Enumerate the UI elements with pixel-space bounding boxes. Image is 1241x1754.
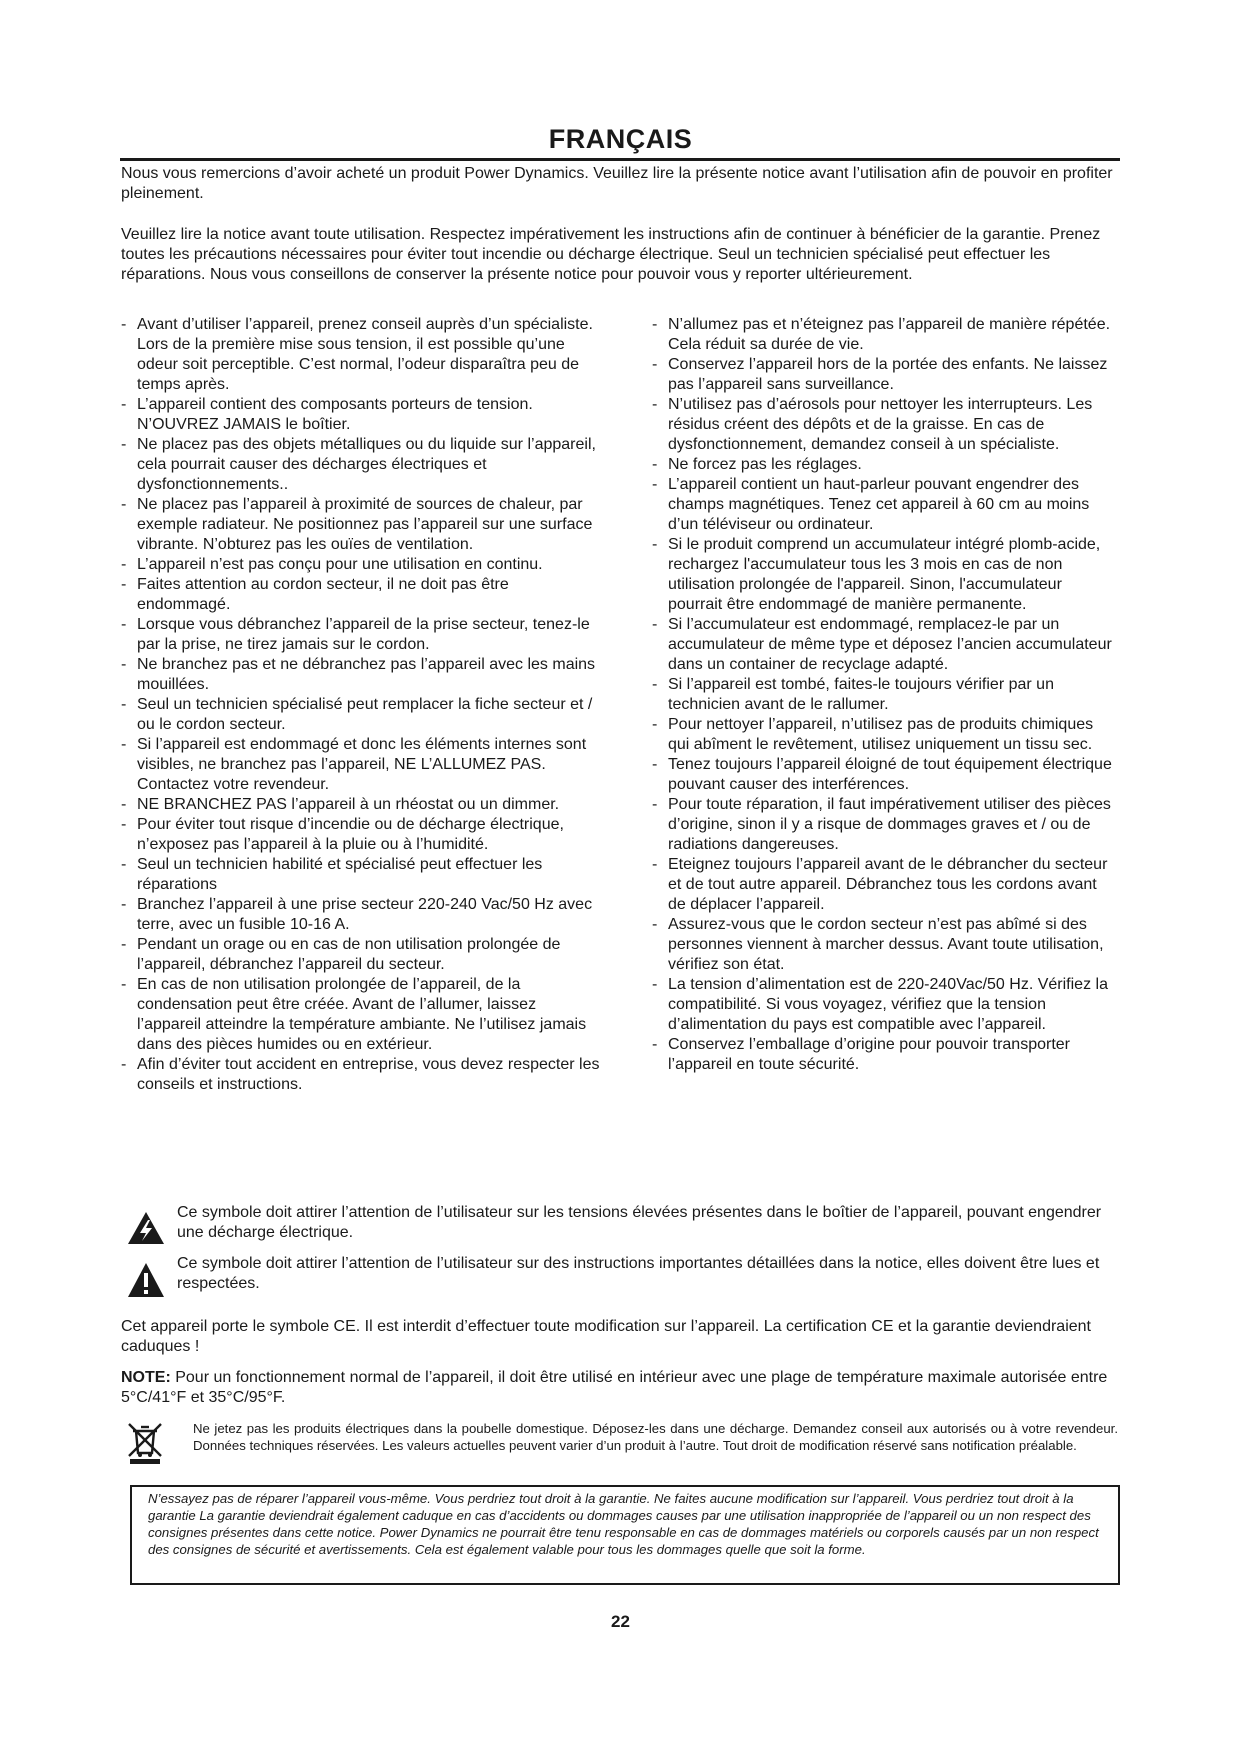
list-item: - L’appareil contient un haut-parleur pouvant engendrer des champs magnétiques. Tenez cet appareil à 60 cm au moins d’un téléviseur ou ordinateur.	[652, 475, 1117, 535]
page-title: FRANÇAIS	[548, 124, 693, 154]
list-item: - La tension d’alimentation est de 220-240Vac/50 Hz. Vérifiez la compatibilité. Si vous voyagez, vérifiez que la tension d’alimentation du pays est compatible avec l’appareil.	[652, 975, 1117, 1035]
voltage-warning-text: Ce symbole doit attirer l’attention de l’utilisateur sur les tensions élevées présentes dans le boîtier de l’appareil, pouvant engendrer une décharge électrique.	[177, 1204, 1102, 1241]
list-item: - Ne forcez pas les réglages.	[652, 455, 1117, 475]
list-item: - NE BRANCHEZ PAS l’appareil à un rhéostat ou un dimmer.	[121, 795, 601, 815]
weee-text: Ne jetez pas les produits électriques dans la poubelle domestique. Déposez-les dans une décharge. Demandez conseil aux autorisés ou à votre revendeur. Données techniques réservées. Les valeurs actuelles peuvent varier d’un produit à l’autre. Tout droit de modification réservé sans notification préalable.	[193, 1421, 1118, 1453]
list-item: - Seul un technicien spécialisé peut remplacer la fiche secteur et / ou le cordon secteur.	[121, 695, 601, 735]
exclamation-warning-triangle-icon	[127, 1262, 165, 1304]
note-body: Pour un fonctionnement normal de l’appareil, il doit être utilisé en intérieur avec une plage de température maximale autorisée entre 5°C/41°F et 35°C/95°F.	[121, 1369, 1108, 1406]
list-item: - L’appareil contient des composants porteurs de tension. N’OUVREZ JAMAIS le boîtier.	[121, 395, 601, 435]
list-item: - Lorsque vous débranchez l’appareil de la prise secteur, tenez-le par la prise, ne tirez jamais sur le cordon.	[121, 615, 601, 655]
list-item: - Pour éviter tout risque d’incendie ou de décharge électrique, n’exposez pas l’appareil à la pluie ou à l’humidité.	[121, 815, 601, 855]
list-item: - Ne branchez pas et ne débranchez pas l’appareil avec les mains mouillées.	[121, 655, 601, 695]
list-item: - Pendant un orage ou en cas de non utilisation prolongée de l’appareil, débranchez l’appareil du secteur.	[121, 935, 601, 975]
list-item: - Faites attention au cordon secteur, il ne doit pas être endommagé.	[121, 575, 601, 615]
safety-list-right	[652, 315, 1117, 1075]
title-divider	[120, 158, 1120, 161]
list-item: - Branchez l’appareil à une prise secteur 220-240 Vac/50 Hz avec terre, avec un fusible 10-16 A.	[121, 895, 601, 935]
list-item: - Conservez l’appareil hors de la portée des enfants. Ne laissez pas l’appareil sans surveillance.	[652, 355, 1117, 395]
list-item: - N’utilisez pas d’aérosols pour nettoyer les interrupteurs. Les résidus créent des dépôts et de la graisse. En cas de dysfonctionnement, demandez conseil à un spécialiste.	[652, 395, 1117, 455]
crossed-bin-icon	[127, 1422, 163, 1469]
note-paragraph	[121, 1368, 1121, 1408]
list-item: - Eteignez toujours l’appareil avant de le débrancher du secteur et de tout autre appareil. Débranchez tous les cordons avant de déplacer l’appareil.	[652, 855, 1117, 915]
list-item: - Pour nettoyer l’appareil, n’utilisez pas de produits chimiques qui abîment le revêtement, utilisez uniquement un tissu sec.	[652, 715, 1117, 755]
page-number: 22	[611, 1612, 630, 1631]
note-label: NOTE:	[121, 1369, 171, 1386]
list-item: - Tenez toujours l’appareil éloigné de tout équipement électrique pouvant causer des interférences.	[652, 755, 1117, 795]
list-item: - Seul un technicien habilité et spécialisé peut effectuer les réparations	[121, 855, 601, 895]
list-item: - Assurez-vous que le cordon secteur n’est pas abîmé si des personnes viennent à marcher dessus. Avant toute utilisation, vérifiez son état.	[652, 915, 1117, 975]
list-item: - Si l’appareil est endommagé et donc les éléments internes sont visibles, ne branchez pas l’appareil, NE L’ALLUMEZ PAS. Contactez votre revendeur.	[121, 735, 601, 795]
list-item: - Pour toute réparation, il faut impérativement utiliser des pièces d’origine, sinon il y a risque de dommages graves et / ou de radiations dangereuses.	[652, 795, 1117, 855]
warranty-notice-box: N’essayez pas de réparer l’appareil vous-même. Vous perdriez tout droit à la garantie. Ne faites aucune modification sur l’appareil. Vous perdriez tout droit à la garantie La garantie deviendrait également caduque en cas d’accidents ou dommages causes par une utilisation inappropriée de l’appareil ou un non respect des consignes présentes dans cette notice. Power Dynamics ne pourrait être tenu responsable en cas de dommages matériels ou corporels causés par un non respect des consignes de sécurité et avertissements. Cela est également valable pour tous les dommages quelle que soit la forme.	[130, 1485, 1120, 1585]
list-item: - Si l’accumulateur est endommagé, remplacez-le par un accumulateur de même type et déposez l’ancien accumulateur dans un container de recyclage adapté.	[652, 615, 1117, 675]
lightning-warning-triangle-icon	[127, 1211, 165, 1251]
list-item: - Avant d’utiliser l’appareil, prenez conseil auprès d’un spécialiste. Lors de la première mise sous tension, il est possible qu’une odeur soit perceptible. C’est normal, l’odeur disparaîtra peu de temps après.	[121, 315, 601, 395]
list-item: - Si l’appareil est tombé, faites-le toujours vérifier par un technicien avant de le rallumer.	[652, 675, 1117, 715]
instruction-warning-text: Ce symbole doit attirer l’attention de l’utilisateur sur des instructions importantes détaillées dans la notice, elles doivent être lues et respectées.	[177, 1255, 1100, 1292]
intro-paragraph-instructions: Veuillez lire la notice avant toute utilisation. Respectez impérativement les instructions afin de continuer à bénéficier de la garantie. Prenez toutes les précautions nécessaires pour éviter tout incendie ou décharge électrique. Seul un technicien spécialisé peut effectuer les réparations. Nous vous conseillons de conserver la présente notice pour pouvoir vous y reporter ultérieurement.	[121, 226, 1101, 283]
intro-paragraph-thanks: Nous vous remercions d’avoir acheté un produit Power Dynamics. Veuillez lire la présente notice avant l’utilisation afin de pouvoir en profiter pleinement.	[121, 165, 1113, 202]
list-item: - Ne placez pas des objets métalliques ou du liquide sur l’appareil, cela pourrait causer des décharges électriques et dysfonctionnements..	[121, 435, 601, 495]
ce-paragraph: Cet appareil porte le symbole CE. Il est interdit d’effectuer toute modification sur l’appareil. La certification CE et la garantie deviendraient caduques !	[121, 1318, 1091, 1355]
list-item: - Afin d’éviter tout accident en entreprise, vous devez respecter les conseils et instructions.	[121, 1055, 601, 1095]
list-item: - En cas de non utilisation prolongée de l’appareil, de la condensation peut être créée. Avant de l’allumer, laissez l’appareil atteindre la température ambiante. Ne l’utilisez jamais dans des pièces humides ou en extérieur.	[121, 975, 601, 1055]
list-item: - L’appareil n’est pas conçu pour une utilisation en continu.	[121, 555, 601, 575]
list-item: - Si le produit comprend un accumulateur intégré plomb-acide, rechargez l'accumulateur tous les 3 mois en cas de non utilisation prolongée de l'appareil. Sinon, l'accumulateur pourrait être endommagé de manière permanente.	[652, 535, 1117, 615]
safety-list-left	[121, 315, 601, 1095]
list-item: - Conservez l’emballage d’origine pour pouvoir transporter l’appareil en toute sécurité.	[652, 1035, 1117, 1075]
list-item: - N’allumez pas et n’éteignez pas l’appareil de manière répétée. Cela réduit sa durée de vie.	[652, 315, 1117, 355]
list-item: - Ne placez pas l’appareil à proximité de sources de chaleur, par exemple radiateur. Ne positionnez pas l’appareil sur une surface vibrante. N’obturez pas les ouïes de ventilation.	[121, 495, 601, 555]
